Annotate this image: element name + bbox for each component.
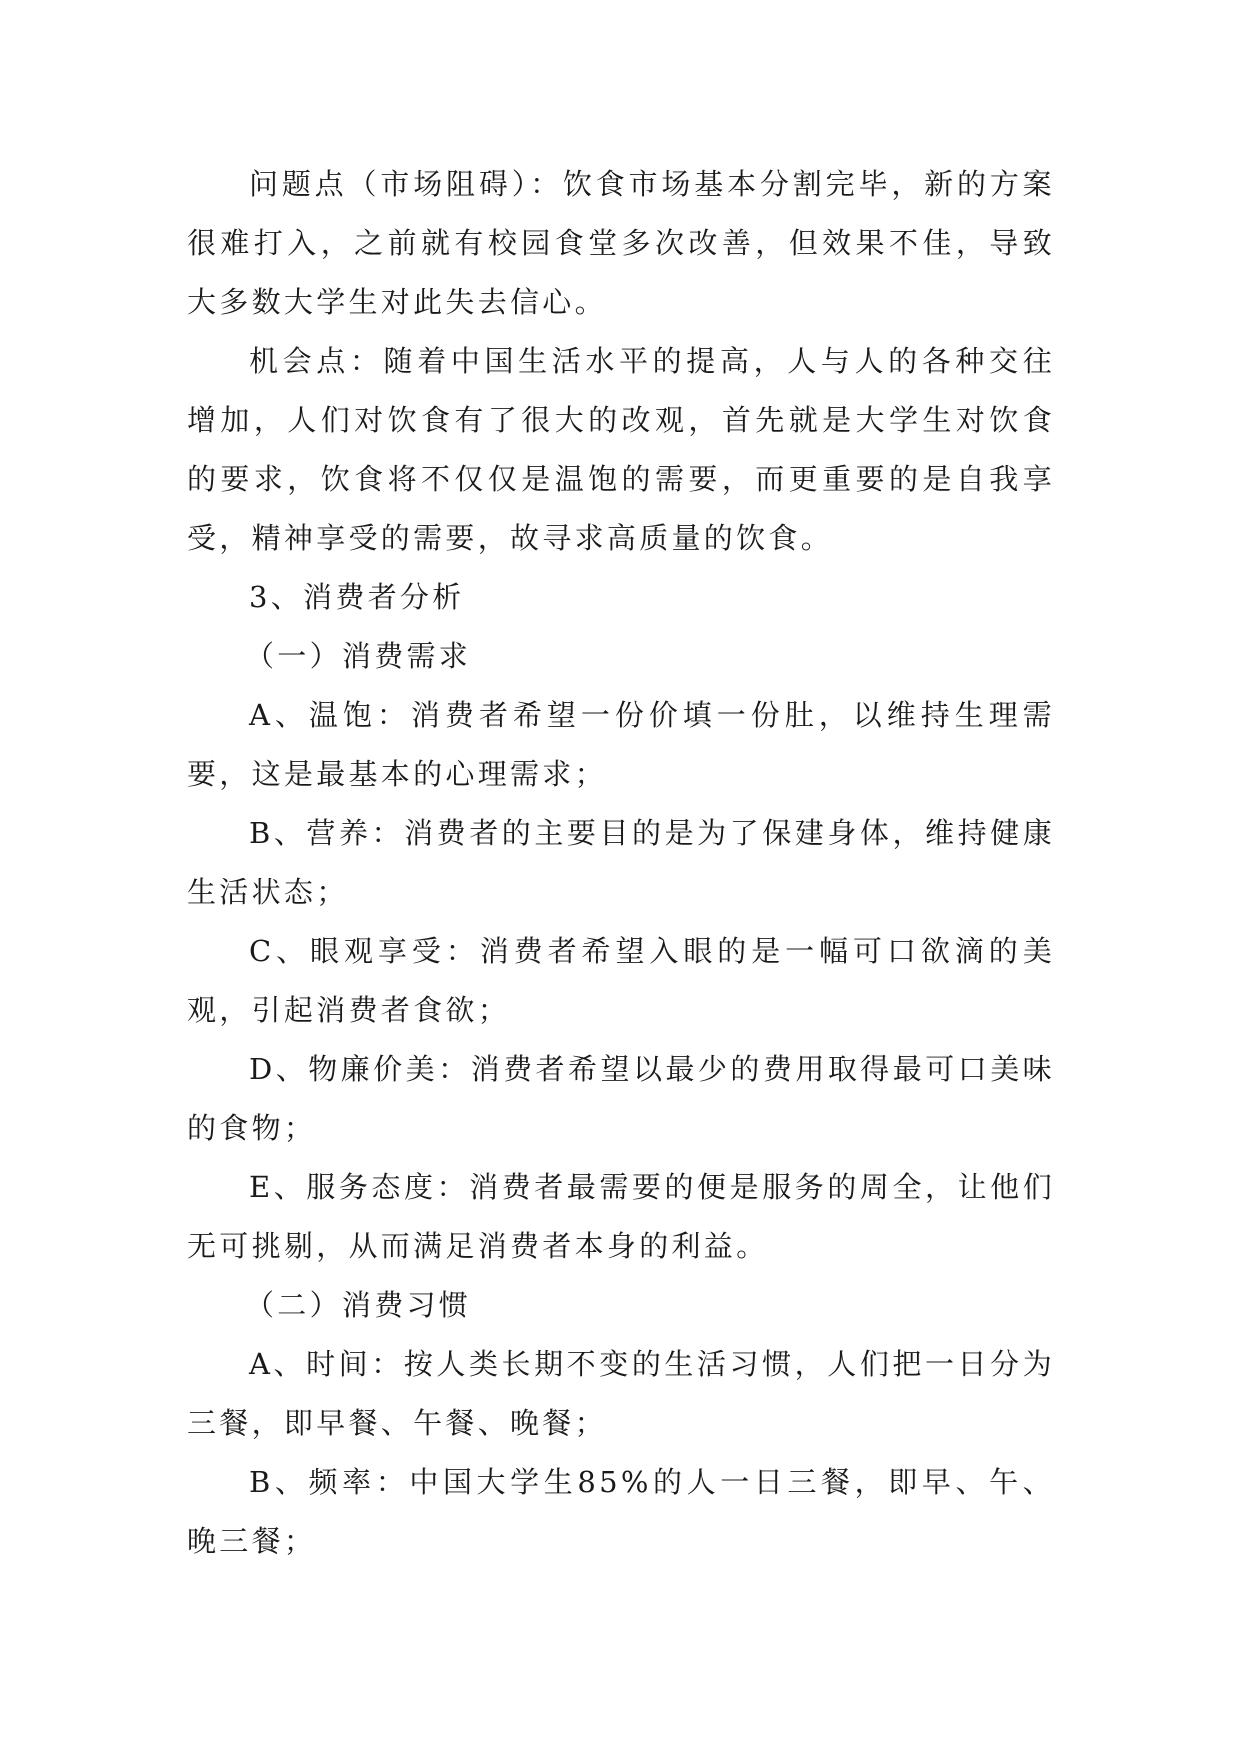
- subheading-consumer-demand: （一）消费需求: [245, 639, 472, 673]
- section-heading-consumer-analysis: 3、消费者分析: [249, 580, 465, 614]
- paragraph-habit-b: B、频率：中国大学生85%的人一日三餐，即早、午、晚三餐；: [187, 1465, 1055, 1558]
- paragraph-demand-c: C、眼观享受：消费者希望入眼的是一幅可口欲滴的美观，引起消费者食欲；: [187, 934, 1055, 1027]
- paragraph-habit-a: A、时间：按人类长期不变的生活习惯，人们把一日分为三餐，即早餐、午餐、晚餐；: [187, 1347, 1055, 1440]
- paragraph-demand-b: B、营养：消费者的主要目的是为了保建身体，维持健康生活状态；: [187, 816, 1055, 909]
- paragraph-demand-d: D、物廉价美：消费者希望以最少的费用取得最可口美味的食物；: [187, 1052, 1055, 1145]
- paragraph-opportunity-point: 机会点：随着中国生活水平的提高，人与人的各种交往增加，人们对饮食有了很大的改观，首先就是大学生对饮食的要求，饮食将不仅仅是温饱的需要，而更重要的是自我享受，精神享受的需要，故寻求高质量的饮食。: [187, 344, 1055, 555]
- paragraph-problem-point: 问题点（市场阻碍）：饮食市场基本分割完毕，新的方案很难打入，之前就有校园食堂多次改善，但效果不佳，导致大多数大学生对此失去信心。: [187, 167, 1055, 319]
- paragraph-demand-e: E、服务态度：消费者最需要的便是服务的周全，让他们无可挑剔，从而满足消费者本身的利益。: [187, 1170, 1055, 1263]
- subheading-consumer-habits: （二）消费习惯: [245, 1288, 472, 1322]
- document-body: [187, 155, 1055, 1571]
- paragraph-demand-a: A、温饱：消费者希望一份价填一份肚，以维持生理需要，这是最基本的心理需求；: [187, 698, 1055, 791]
